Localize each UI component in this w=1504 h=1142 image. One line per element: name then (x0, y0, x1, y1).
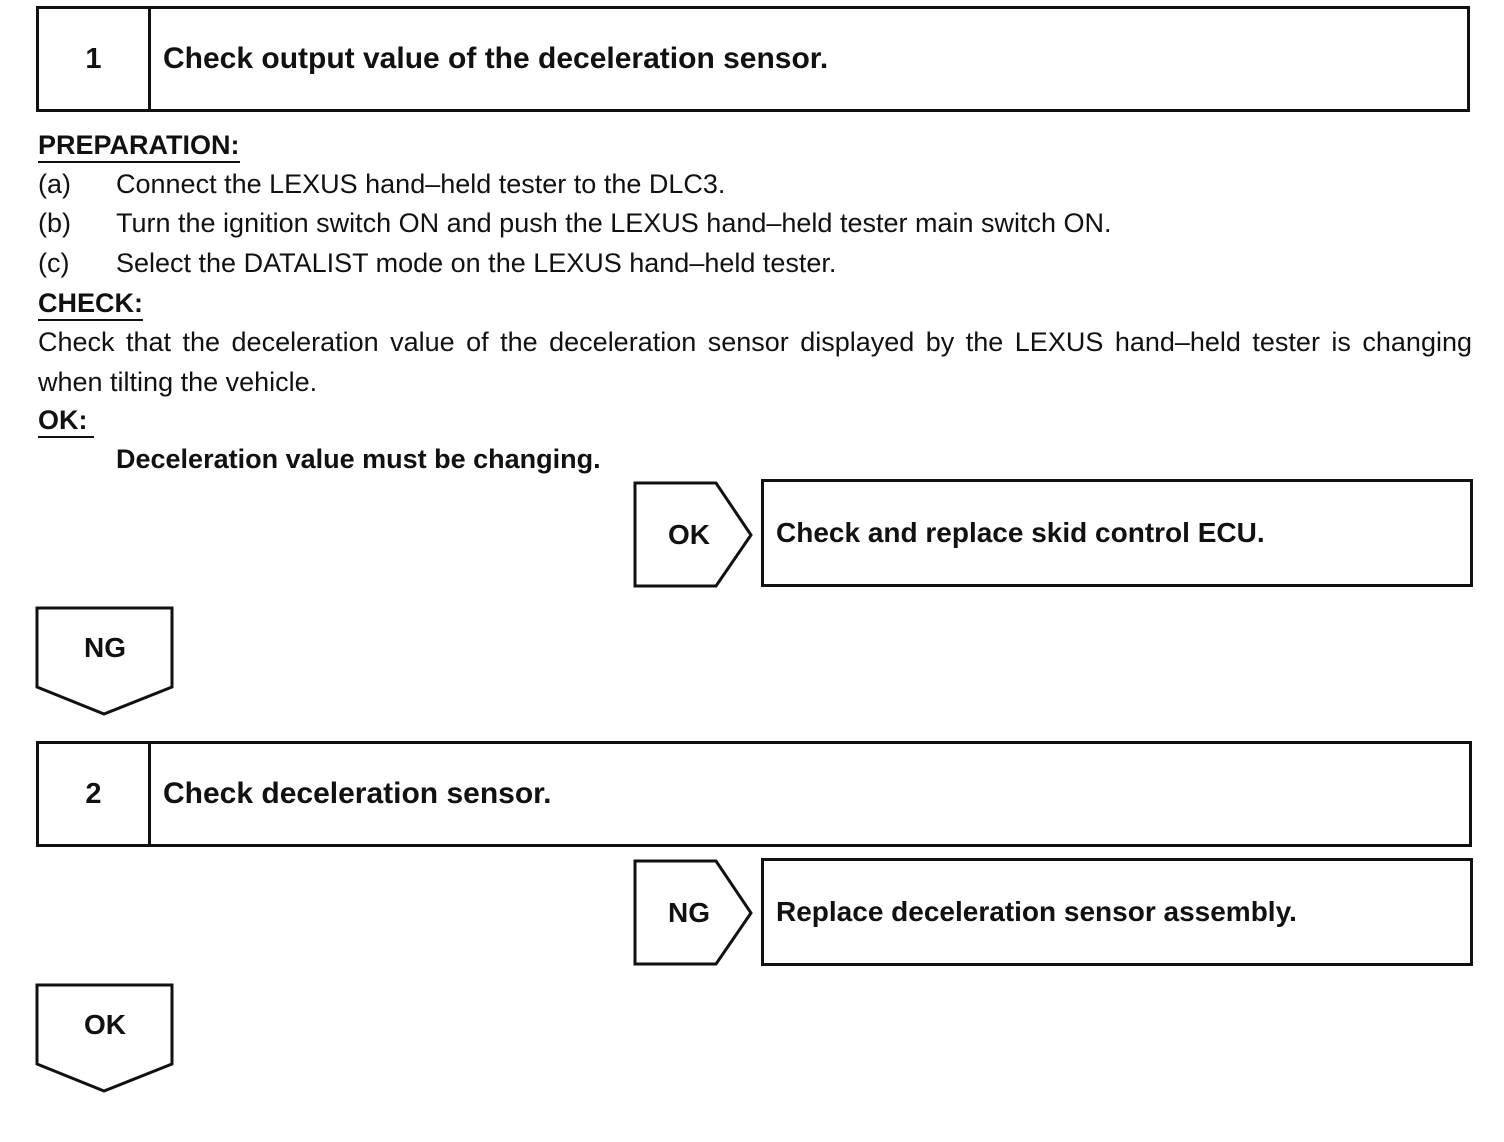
step-1-box (36, 6, 1470, 112)
ok-branch-label: OK (668, 519, 710, 550)
ok-branch-result: Check and replace skid control ECU. (761, 479, 1473, 587)
ok-heading: OK: (38, 405, 94, 438)
check-heading: CHECK: (38, 288, 143, 321)
ok-down-label: OK (84, 1009, 126, 1040)
check-text: Check that the deceleration value of the deceleration sensor displayed by the LEXUS hand–held tester is changing when tilting the vehicle. (38, 327, 1472, 397)
ng-down-label: NG (84, 632, 126, 663)
step-2-title: Check deceleration sensor. (163, 777, 552, 810)
prep-item-c-text: Select the DATALIST mode on the LEXUS hand–held tester. (116, 248, 837, 278)
step-2-number: 2 (39, 744, 151, 844)
ng-branch-label: NG (668, 897, 710, 928)
prep-item-a-label: (a) (38, 169, 71, 199)
step-1-number: 1 (39, 9, 151, 109)
step-1-title: Check output value of the deceleration sensor. (163, 42, 829, 75)
prep-item-a-text: Connect the LEXUS hand–held tester to the DLC3. (116, 169, 726, 199)
ng-branch-result: Replace deceleration sensor assembly. (761, 858, 1473, 966)
prep-item-c-label: (c) (38, 248, 70, 278)
prep-item-b-text: Turn the ignition switch ON and push the LEXUS hand–held tester main switch ON. (116, 208, 1112, 238)
step-2-box (36, 741, 1472, 847)
prep-item-b-label: (b) (38, 208, 71, 238)
preparation-heading: PREPARATION: (38, 130, 240, 163)
ok-requirement: Deceleration value must be changing. (116, 444, 601, 474)
